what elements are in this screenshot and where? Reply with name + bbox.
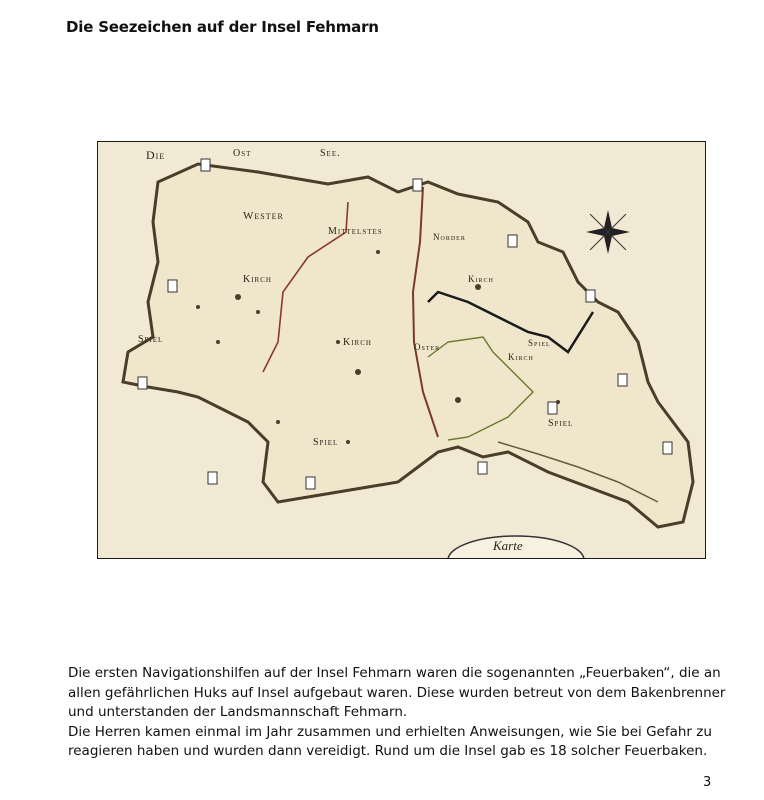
map-label-wester: Wester <box>243 210 284 222</box>
paragraph: Die Herren kamen einmal im Jahr zusammen und erhielten Anweisungen, wie Sie bei Gefahr zu reagieren haben und wurden dann vereidigt. Rund um die Insel gab es 18 solcher Feuerbaken. <box>68 723 712 759</box>
map-label-kirch: Kirch <box>343 337 372 348</box>
beacon-marker <box>663 442 672 454</box>
beacon-marker <box>138 377 147 389</box>
historic-map-figure <box>97 141 706 559</box>
map-label-spiel: Spiel <box>138 334 164 345</box>
map-label-kirch: Kirch <box>508 352 534 362</box>
map-label-sea: See. <box>320 148 341 159</box>
beacon-marker <box>478 462 487 474</box>
compass-rose-icon <box>586 210 630 254</box>
page-number: 3 <box>703 775 712 790</box>
beacon-marker <box>201 159 210 171</box>
beacon-marker <box>548 402 557 414</box>
beacon-marker <box>508 235 517 247</box>
map-label-spiel: Spiel <box>548 418 574 429</box>
map-label-spiel: Spiel <box>313 437 339 448</box>
beacon-marker <box>306 477 315 489</box>
map-label-norder: Norder <box>433 232 466 242</box>
page-title: Die Seezeichen auf der Insel Fehmarn <box>66 18 379 36</box>
beacon-marker <box>168 280 177 292</box>
beacon-marker <box>618 374 627 386</box>
map-label-spiel: Spiel <box>528 338 551 348</box>
map-label-mittelstes: Mittelstes <box>328 226 383 237</box>
map-label-kirch: Kirch <box>468 274 494 284</box>
beacon-marker <box>586 290 595 302</box>
beacon-marker <box>413 179 422 191</box>
beacon-marker <box>208 472 217 484</box>
island-map-drawing <box>98 142 706 559</box>
paragraph: Die ersten Navigationshilfen auf der Insel Fehmarn waren die sogenannten „Feuerbaken“, die an allen gefährlichen Huks auf Insel aufgebaut waren. Diese wurden betreut von dem Bakenbrenner und unterstanden der Landsmannschaft Fehmarn. <box>68 665 726 720</box>
map-label-oster: Oster <box>414 342 441 352</box>
map-label-sea: Die <box>146 148 166 162</box>
map-label-sea: Ost <box>233 148 252 159</box>
body-text <box>68 664 728 762</box>
cartouche-title: Karte <box>493 538 523 553</box>
map-label-kirch: Kirch <box>243 274 272 285</box>
